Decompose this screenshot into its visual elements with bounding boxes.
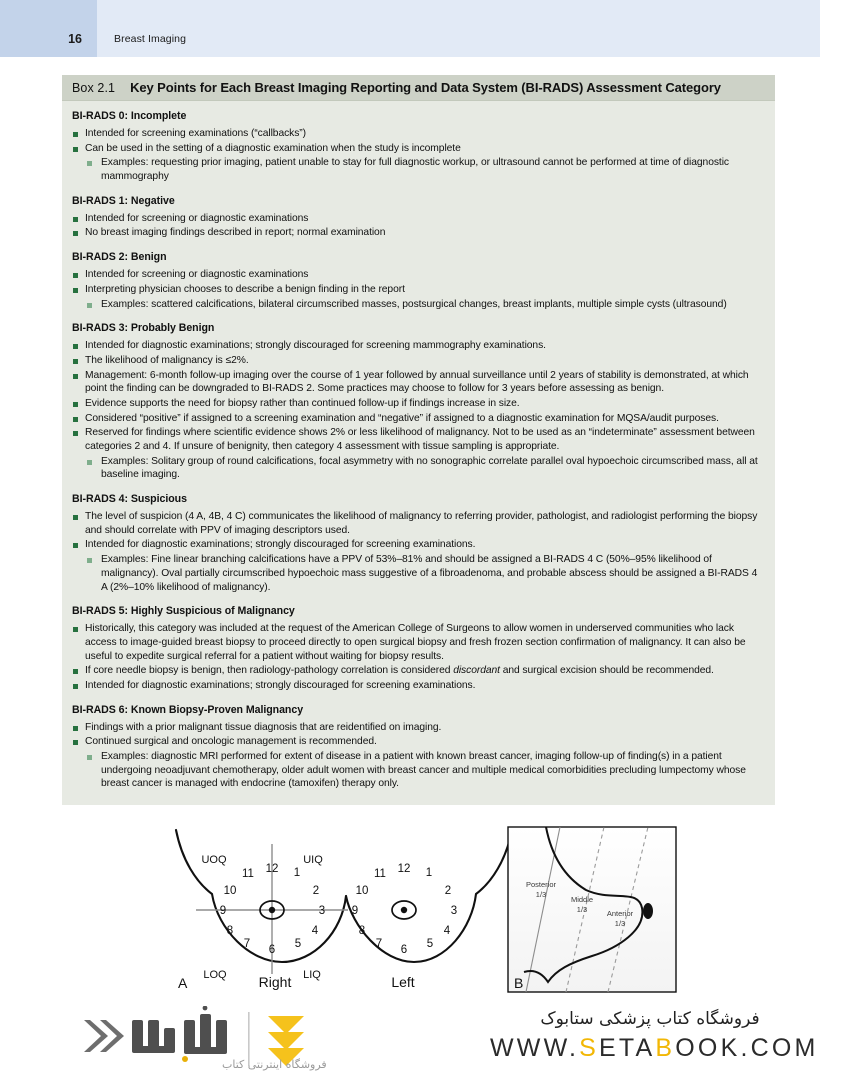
depth-label-anterior: Anterior [606,909,634,918]
svg-text:1/3: 1/3 [576,905,588,914]
box-section [72,195,764,240]
bullet-text: If core needle biopsy is benign, then radiology-pathology correlation is considered [85,665,454,677]
brand-name-fa: فروشگاه کتاب پزشکی ستابوک [540,1009,760,1029]
box-section [72,251,764,311]
header-band-dark [0,0,97,57]
sub-bullet-item: Examples: diagnostic MRI performed for extent of disease in a patient with known breast cancer, imaging follow-up of finding(s) in a patient undergoing neoadjuvant chemotherapy, older adult women with breast cancer and multiple medical comorbidities precluding lumpectomy whose breast cancer is managed with endocrine (tamoxifen) therapy only. [86,750,764,791]
quadrant-label-loq: LOQ [203,969,227,981]
bullet-item: Intended for diagnostic examinations; strongly discouraged for screening mammography examinations. [72,339,764,353]
section-heading: BI-RADS 3: Probably Benign [72,322,215,335]
brand-url[interactable] [490,1033,819,1063]
figure-panel-b [508,827,676,992]
svg-text:1/3: 1/3 [614,919,626,928]
svg-text:12: 12 [265,863,279,875]
depth-label-middle: Middle [570,895,594,904]
svg-text:7: 7 [375,938,383,950]
bullet-item: Intended for diagnostic examinations; strongly discouraged for screening examinations. [72,679,764,693]
box-title-bar [62,75,775,101]
svg-text:1: 1 [425,867,433,879]
svg-text:11: 11 [374,868,386,880]
bullet-list [72,127,764,184]
depth-label-posterior: Posterior [525,880,557,889]
url-highlight-s: S [579,1033,600,1062]
sub-bullet-item: Examples: scattered calcifications, bilateral circumscribed masses, postsurgical changes, breast implants, multiple simple cysts (ultrasound) [86,298,764,312]
bullet-list [72,622,764,692]
section-heading: BI-RADS 1: Negative [72,194,175,207]
brand-text-block [490,1008,819,1063]
bullet-item: The level of suspicion (4 A, 4B, 4 C) communicates the likelihood of malignancy to referring provider, pathologist, and radiologist performing the biopsy and should correlate with PPV of imaging descriptors used. [72,510,764,537]
svg-text:6: 6 [268,944,276,956]
logo-subtitle-fa: فروشگاه اینترنتی کتاب [222,1058,327,1071]
section-heading: BI-RADS 2: Benign [72,251,167,264]
svg-text:10: 10 [223,885,237,897]
url-highlight-b: B [655,1033,676,1062]
panel-a-letter: A [178,975,188,991]
sub-bullet-item: Examples: Fine linear branching calcifications have a PPV of 53%–81% and should be assigned a BI-RADS 4 C (50%–95% likelihood of malignancy). Oval partially circumscribed hypoechoic mass suggestive of a fibroadenoma, and probable abscess should be assigned a BI-RADS 4 A (2%–10% likelihood of malignancy). [86,553,764,594]
svg-text:9: 9 [351,905,359,917]
bullet-item: Intended for screening examinations (“callbacks”) [72,127,764,141]
url-prefix: WWW. [490,1033,580,1062]
logo-wordmark-fa [84,1020,124,1052]
box-label: Box 2.1 [72,81,116,95]
bullet-list [72,212,764,240]
breast-location-figure [0,822,844,997]
quadrant-label-uiq: UIQ [303,854,323,866]
bullet-item: Considered “positive” if assigned to a screening examination and “negative” if assigned to a diagnostic examination for MQSA/audit purposes. [72,412,764,426]
bullet-list [72,510,764,594]
svg-text:3: 3 [450,905,458,917]
running-title: Breast Imaging [114,33,187,45]
section-heading: BI-RADS 0: Incomplete [72,110,187,122]
svg-text:8: 8 [358,925,366,937]
box-body [62,101,775,805]
setabook-logo [72,1006,422,1077]
figure-panel-a [176,830,512,991]
bullet-item: No breast imaging findings described in report; normal examination [72,226,764,240]
box-title: Key Points for Each Breast Imaging Reporting and Data System (BI-RADS) Assessment Category [130,80,721,95]
svg-text:2: 2 [444,885,452,897]
bullet-list [72,268,764,311]
svg-text:6: 6 [400,944,408,956]
bullet-item: Historically, this category was included at the request of the American College of Surgeons to allow women in underserved communities who lack access to image-guided breast biopsy to proceed directly to open surgical biopsy and fresh frozen section confirmation of malignancy. It can also be useful to expedite surgical referral for a patient without waiting for biopsy results. [72,622,764,663]
panel-a-left-label: Left [391,974,415,990]
section-heading: BI-RADS 6: Known Biopsy-Proven Malignancy [72,703,304,716]
bullet-item: Reserved for findings where scientific evidence shows 2% or less likelihood of malignancy. Not to be used as an “indeterminate” assessment between categories 2 and 4. If unsure of benignity, then category 4 assessment with tissue sampling is appropriate. [72,426,764,453]
header-band-light [97,0,820,57]
running-header [0,0,844,57]
svg-text:1/3: 1/3 [535,890,547,899]
box-section [72,605,764,692]
svg-text:10: 10 [355,885,369,897]
bullet-item: Intended for screening or diagnostic examinations [72,212,764,226]
sub-bullet-item: Examples: Solitary group of round calcifications, focal asymmetry with no sonographic correlate parallel oval hypoechoic circumscribed mass, all at baseline imaging. [86,455,764,482]
section-heading: BI-RADS 5: Highly Suspicious of Malignancy [72,605,295,618]
bullet-item: Evidence supports the need for biopsy rather than continued follow-up if findings increase in size. [72,397,764,411]
bullet-item: Can be used in the setting of a diagnostic examination when the study is incomplete [72,142,764,156]
svg-text:11: 11 [242,868,254,880]
box-section [72,322,764,482]
svg-text:5: 5 [294,938,302,950]
bullet-list [72,721,764,791]
bullet-item [72,664,764,678]
bullet-text-after: and surgical excision should be recommended. [499,665,714,677]
svg-text:8: 8 [226,925,234,937]
footer-watermark [0,1000,844,1080]
bullet-item: Management: 6-month follow-up imaging over the course of 1 year followed by annual surveillance until 2 years of stability is demonstrated, at which point the finding can be downgraded to BI-RADS 2. Some practices may choose to follow for 3 years before assessing as benign. [72,369,764,396]
svg-text:12: 12 [397,863,411,875]
bullet-item: Continued surgical and oncologic management is recommended. [72,735,764,749]
url-mid: ETA [599,1033,656,1062]
box-section [72,704,764,791]
bullet-item: Intended for diagnostic examinations; strongly discouraged for screening examinations. [72,538,764,552]
bullet-item: Findings with a prior malignant tissue diagnosis that are reidentified on imaging. [72,721,764,735]
bullet-item: Intended for screening or diagnostic examinations [72,268,764,282]
quadrant-label-liq: LIQ [303,969,321,981]
url-suffix: OOK.COM [675,1033,819,1062]
quadrant-label-uoq: UOQ [201,854,227,866]
bullet-item: The likelihood of malignancy is ≤2%. [72,354,764,368]
bullet-list [72,339,764,482]
box-2-1 [62,75,775,805]
svg-text:1: 1 [293,867,301,879]
bullet-item: Interpreting physician chooses to describe a benign finding in the report [72,283,764,297]
emphasis-text: discordant [453,665,500,677]
box-section [72,493,764,594]
section-heading: BI-RADS 4: Suspicious [72,493,187,506]
page-number: 16 [68,32,82,46]
svg-text:5: 5 [426,938,434,950]
svg-text:4: 4 [311,925,319,937]
sub-bullet-item: Examples: requesting prior imaging, patient unable to stay for full diagnostic workup, or ultrasound cannot be performed at time of diagnostic mammography [86,156,764,183]
panel-b-letter: B [514,975,524,991]
svg-text:4: 4 [443,925,451,937]
box-section [72,110,764,184]
svg-text:3: 3 [318,905,326,917]
svg-text:2: 2 [312,885,320,897]
svg-text:7: 7 [243,938,251,950]
panel-a-right-label: Right [258,974,292,990]
svg-text:9: 9 [219,905,227,917]
